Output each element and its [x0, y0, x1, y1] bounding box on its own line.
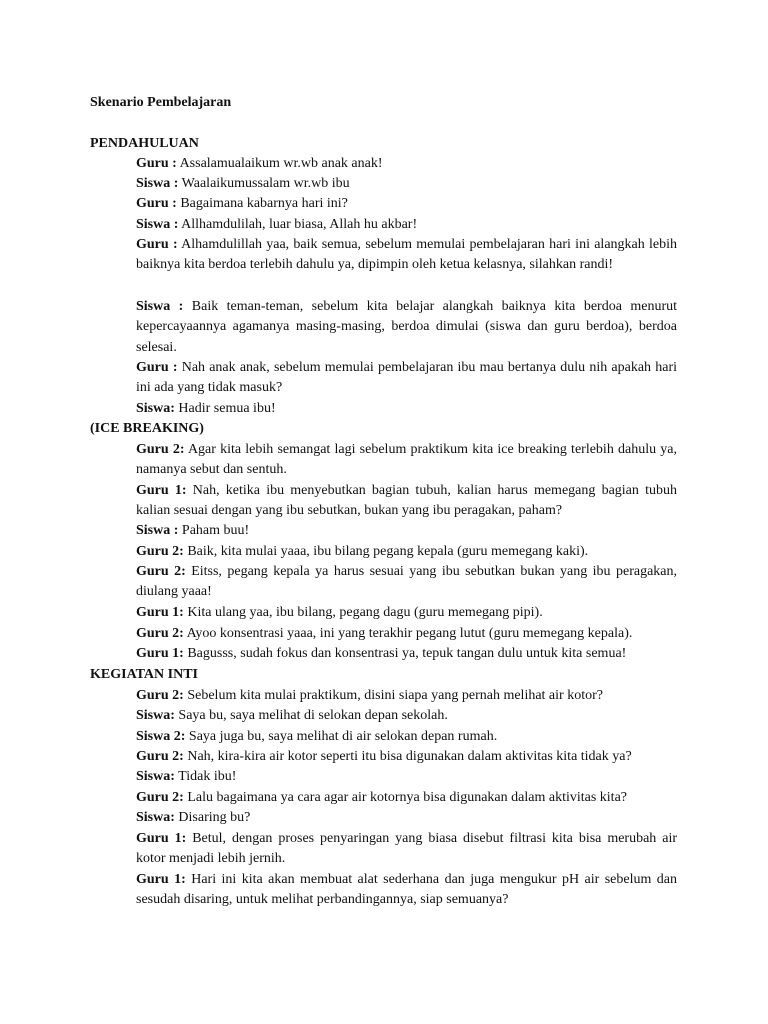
speaker-label: Guru 1: [136, 605, 184, 620]
speaker-label: Siswa: [136, 401, 175, 416]
document-title: Skenario Pembelajaran [90, 95, 232, 110]
speaker-label: Siswa : [136, 523, 179, 538]
dialogue-text: Betul, dengan proses penyaringan yang biasa disebut filtrasi kita bisa merubah air kotor menjadi lebih jernih. [136, 831, 677, 867]
dialogue-text: Ayoo konsentrasi yaaa, ini yang terakhir pegang lutut (guru memegang kepala). [183, 626, 633, 641]
speaker-label: Guru 1: [136, 646, 184, 661]
speaker-label: Guru : [136, 237, 178, 252]
speaker-label: Siswa : [136, 217, 179, 232]
dialogue-line [136, 235, 677, 276]
dialogue-text: Sebelum kita mulai praktikum, disini siapa yang pernah melihat air kotor? [183, 688, 603, 703]
dialogue-line [136, 542, 677, 562]
speaker-label: Guru 1: [136, 831, 187, 846]
dialogue-line [136, 154, 677, 174]
dialogue-line [136, 399, 677, 419]
dialogue-text: Tidak ibu! [174, 769, 237, 784]
dialogue-text: Hari ini kita akan membuat alat sederhana dan juga mengukur pH air sebelum dan sesudah disaring, untuk melihat perbandingannya, siap semuanya? [136, 872, 677, 908]
speaker-label: Guru 2: [136, 544, 184, 559]
dialogue-line [136, 194, 677, 214]
dialogue-text: Saya bu, saya melihat di selokan depan sekolah. [174, 708, 448, 723]
dialogue-text: Bagaimana kabarnya hari ini? [176, 196, 348, 211]
speaker-label: Siswa: [136, 708, 175, 723]
dialogue-line [136, 767, 677, 787]
speaker-label: Guru 2: [136, 442, 185, 457]
dialogue-text: Nah, kira-kira air kotor seperti itu bisa digunakan dalam aktivitas kita tidak ya? [183, 749, 632, 764]
speaker-label: Siswa: [136, 769, 175, 784]
speaker-label: Guru 2: [136, 688, 184, 703]
dialogue-line [136, 174, 677, 194]
dialogue-line [136, 562, 677, 603]
speaker-label: Siswa: [136, 810, 175, 825]
dialogue-text: Disaring bu? [174, 810, 251, 825]
section-heading-pendahuluan: PENDAHULUAN [90, 136, 199, 151]
dialogue-text: Eitss, pegang kepala ya harus sesuai yang ibu sebutkan bukan yang ibu peragakan, diulang yaaa! [136, 564, 677, 600]
speaker-label: Siswa : [136, 299, 184, 314]
dialogue-text: Waalaikumussalam wr.wb ibu [178, 176, 350, 191]
dialogue-text: Paham buu! [178, 523, 250, 538]
dialogue-text: Nah anak anak, sebelum memulai pembelajaran ibu mau bertanya dulu nih apakah hari ini ada yang tidak masuk? [136, 360, 677, 396]
dialogue-text: Baik teman-teman, sebelum kita belajar alangkah baiknya kita berdoa menurut kepercayaannya agamanya masing-masing, berdoa dimulai (siswa dan guru berdoa), berdoa selesai. [136, 299, 677, 355]
speaker-label: Guru : [136, 156, 177, 171]
section-heading-kegiatan-inti: KEGIATAN INTI [90, 667, 199, 682]
speaker-label: Guru : [136, 196, 177, 211]
dialogue-text: Allhamdulilah, luar biasa, Allah hu akbar! [178, 217, 418, 232]
dialogue-line [136, 808, 677, 828]
dialogue-line [136, 215, 677, 235]
speaker-label: Guru 2: [136, 564, 186, 579]
dialogue-line [136, 297, 677, 358]
speaker-label: Siswa 2: [136, 729, 186, 744]
dialogue-line [136, 358, 677, 399]
dialogue-line [136, 727, 677, 747]
dialogue-text: Assalamualaikum wr.wb anak anak! [176, 156, 383, 171]
dialogue-text: Agar kita lebih semangat lagi sebelum praktikum kita ice breaking terlebih dahulu ya, namanya sebut dan sentuh. [136, 442, 677, 478]
dialogue-text: Saya juga bu, saya melihat di air selokan depan rumah. [185, 729, 498, 744]
speaker-label: Guru 2: [136, 749, 184, 764]
dialogue-line [136, 440, 677, 481]
dialogue-line [136, 747, 677, 767]
dialogue-line [136, 481, 677, 522]
speaker-label: Guru 2: [136, 790, 184, 805]
dialogue-line [136, 521, 677, 541]
section-heading-ice-breaking: (ICE BREAKING) [90, 421, 204, 436]
dialogue-text: Kita ulang yaa, ibu bilang, pegang dagu (guru memegang pipi). [183, 605, 543, 620]
dialogue-line [136, 644, 677, 664]
dialogue-text: Bagusss, sudah fokus dan konsentrasi ya, tepuk tangan dulu untuk kita semua! [183, 646, 627, 661]
dialogue-line [136, 603, 677, 623]
dialogue-text: Lalu bagaimana ya cara agar air kotornya bisa digunakan dalam aktivitas kita? [183, 790, 627, 805]
dialogue-line [136, 624, 677, 644]
speaker-label: Guru 1: [136, 483, 187, 498]
dialogue-line [136, 829, 677, 870]
dialogue-line [136, 788, 677, 808]
speaker-label: Guru : [136, 360, 178, 375]
dialogue-text: Hadir semua ibu! [174, 401, 276, 416]
speaker-label: Guru 2: [136, 626, 184, 641]
dialogue-text: Alhamdulillah yaa, baik semua, sebelum memulai pembelajaran hari ini alangkah lebih baiknya kita berdoa terlebih dahulu ya, dipimpin oleh ketua kelasnya, silahkan randi! [136, 237, 677, 273]
dialogue-line [136, 870, 677, 911]
dialogue-text: Baik, kita mulai yaaa, ibu bilang pegang kepala (guru memegang kaki). [183, 544, 589, 559]
dialogue-line [136, 686, 677, 706]
dialogue-text: Nah, ketika ibu menyebutkan bagian tubuh, kalian harus memegang bagian tubuh kalian sesuai dengan yang ibu sebutkan, bukan yang ibu peragakan, paham? [136, 483, 677, 519]
speaker-label: Guru 1: [136, 872, 186, 887]
speaker-label: Siswa : [136, 176, 179, 191]
dialogue-line [136, 706, 677, 726]
